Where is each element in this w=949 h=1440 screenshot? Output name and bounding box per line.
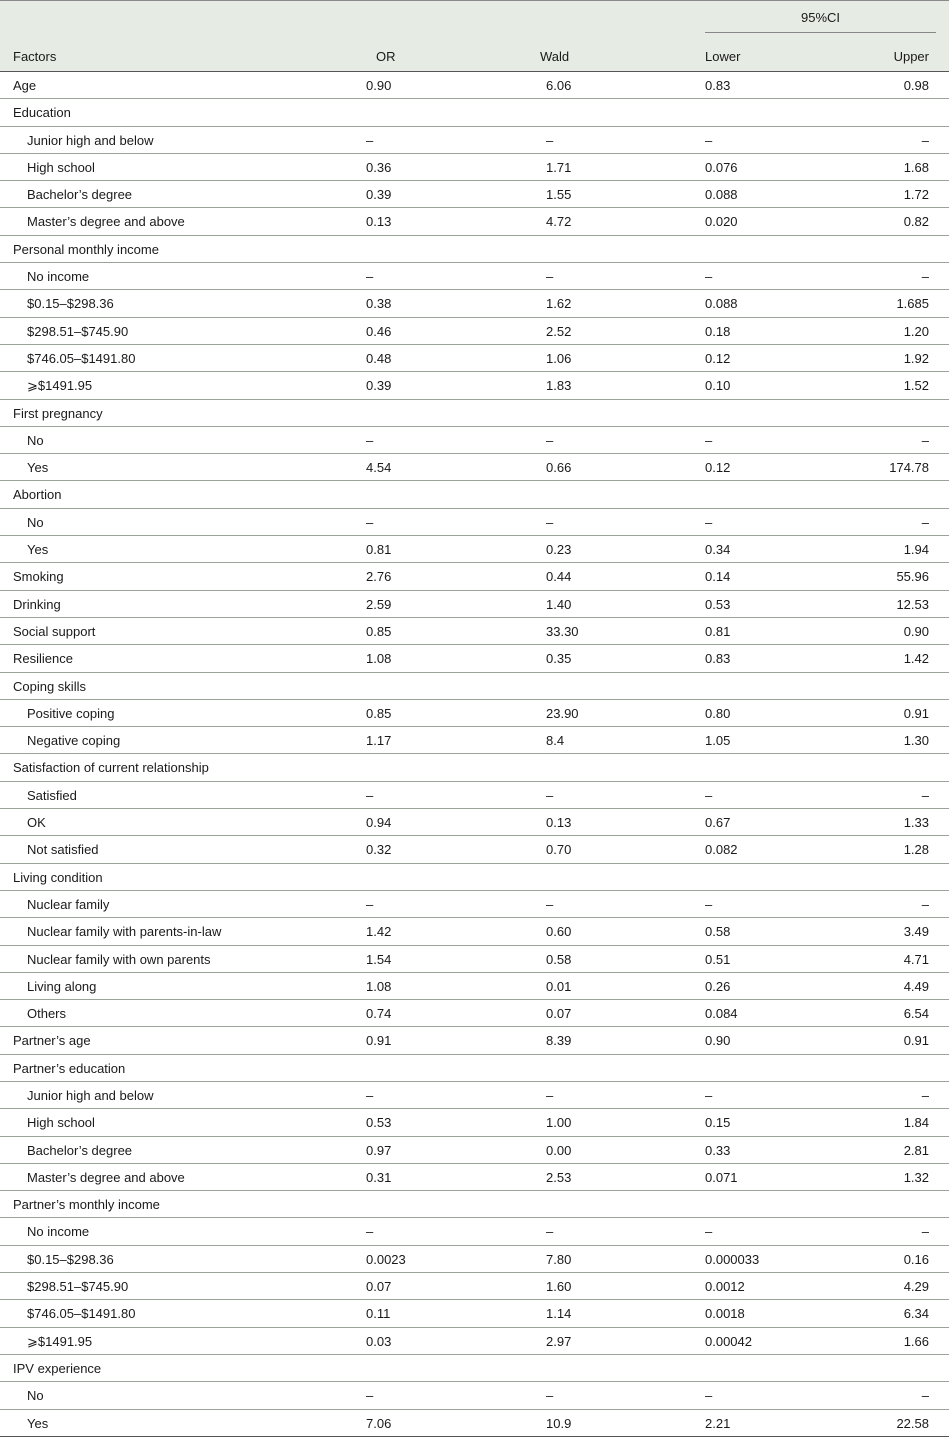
wald-cell: 0.60 <box>546 924 572 940</box>
wald-cell: 1.60 <box>546 1279 572 1295</box>
header-factors: Factors <box>13 49 57 64</box>
table-row <box>0 618 949 645</box>
or-cell: 7.06 <box>366 1415 392 1431</box>
lower-cell: – <box>705 132 713 148</box>
table-row <box>0 536 949 563</box>
upper-cell: 0.82 <box>903 214 929 230</box>
lower-cell: 0.000033 <box>705 1251 760 1267</box>
or-cell: 2.76 <box>366 569 392 585</box>
table-row <box>0 72 949 99</box>
lower-cell: 0.12 <box>705 350 731 366</box>
wald-cell: – <box>546 432 554 448</box>
upper-cell: 4.49 <box>903 978 929 994</box>
table-row <box>0 454 949 481</box>
table-row <box>0 727 949 754</box>
factor-cell: No income <box>27 269 90 285</box>
or-cell: 0.32 <box>366 842 392 858</box>
factor-cell: Master’s degree and above <box>27 214 185 230</box>
table-row <box>0 591 949 618</box>
lower-cell: 0.83 <box>705 651 731 667</box>
table-row <box>0 754 949 781</box>
factor-cell: No <box>27 432 44 448</box>
wald-cell: 0.13 <box>546 815 572 831</box>
upper-cell: – <box>921 1224 929 1240</box>
wald-cell: 23.90 <box>546 705 579 721</box>
factor-cell: OK <box>27 815 46 831</box>
factor-cell: Social support <box>13 623 96 639</box>
or-cell: 2.59 <box>366 596 392 612</box>
table-body <box>0 72 949 1437</box>
lower-cell: 0.12 <box>705 460 731 476</box>
factor-cell: Others <box>27 1006 67 1022</box>
factor-cell: $298.51–$745.90 <box>27 1279 129 1295</box>
table-row <box>0 918 949 945</box>
table-row <box>0 1328 949 1355</box>
wald-cell: 8.39 <box>546 1033 572 1049</box>
upper-cell: – <box>921 1087 929 1103</box>
lower-cell: 0.33 <box>705 1142 731 1158</box>
upper-cell: – <box>921 1388 929 1404</box>
factor-cell: Partner’s age <box>13 1033 91 1049</box>
table-row <box>0 181 949 208</box>
wald-cell: – <box>546 1224 554 1240</box>
or-cell: 1.08 <box>366 978 392 994</box>
or-cell: – <box>366 269 374 285</box>
wald-cell: 0.01 <box>546 978 572 994</box>
table-row <box>0 809 949 836</box>
table-row <box>0 1355 949 1382</box>
table-row <box>0 673 949 700</box>
or-cell: 1.17 <box>366 733 392 749</box>
wald-cell: 6.06 <box>546 78 572 93</box>
factor-cell: Negative coping <box>27 733 121 749</box>
factor-cell: Living condition <box>13 869 103 885</box>
lower-cell: 0.90 <box>705 1033 731 1049</box>
factor-cell: Yes <box>27 460 49 476</box>
upper-cell: 6.34 <box>903 1306 929 1322</box>
factor-cell: Personal monthly income <box>13 241 159 257</box>
factor-cell: Satisfied <box>27 787 77 803</box>
upper-cell: – <box>921 787 929 803</box>
wald-cell: 1.06 <box>546 350 572 366</box>
table-row <box>0 1000 949 1027</box>
header-lower: Lower <box>705 49 741 64</box>
wald-cell: 1.55 <box>546 187 572 203</box>
wald-cell: 10.9 <box>546 1415 572 1431</box>
lower-cell: – <box>705 787 713 803</box>
factor-cell: $0.15–$298.36 <box>27 1251 114 1267</box>
table-row <box>0 290 949 317</box>
upper-cell: 4.71 <box>903 951 929 967</box>
or-cell: 0.39 <box>366 378 392 394</box>
upper-cell: 1.84 <box>903 1115 929 1131</box>
or-cell: – <box>366 787 374 803</box>
wald-cell: 4.72 <box>546 214 572 230</box>
upper-cell: 3.49 <box>903 924 929 940</box>
wald-cell: – <box>546 787 554 803</box>
lower-cell: 0.076 <box>705 159 738 175</box>
table-row <box>0 1300 949 1327</box>
table-row <box>0 946 949 973</box>
or-cell: 0.11 <box>366 1306 391 1322</box>
lower-cell: 0.10 <box>705 378 731 394</box>
or-cell: 0.90 <box>366 78 392 93</box>
or-cell: 0.74 <box>366 1006 392 1022</box>
table-row <box>0 372 949 399</box>
lower-cell: – <box>705 896 713 912</box>
table-row <box>0 891 949 918</box>
lower-cell: – <box>705 269 713 285</box>
or-cell: 0.13 <box>366 214 392 230</box>
factor-cell: $0.15–$298.36 <box>27 296 114 312</box>
table-row <box>0 400 949 427</box>
wald-cell: 0.00 <box>546 1142 572 1158</box>
lower-cell: 0.071 <box>705 1169 738 1185</box>
upper-cell: 1.32 <box>903 1169 929 1185</box>
lower-cell: – <box>705 1224 713 1240</box>
or-cell: 0.85 <box>366 623 392 639</box>
lower-cell: 0.80 <box>705 705 731 721</box>
table-row <box>0 1137 949 1164</box>
or-cell: – <box>366 514 374 530</box>
upper-cell: 1.685 <box>896 296 929 312</box>
upper-cell: 4.29 <box>903 1279 929 1295</box>
wald-cell: 0.35 <box>546 651 572 667</box>
wald-cell: 0.23 <box>546 542 572 558</box>
lower-cell: 1.05 <box>705 733 731 749</box>
upper-cell: – <box>921 514 929 530</box>
lower-cell: 0.67 <box>705 815 731 831</box>
table-row <box>0 1191 949 1218</box>
upper-cell: 0.98 <box>903 78 929 93</box>
wald-cell: 7.80 <box>546 1251 572 1267</box>
or-cell: 1.42 <box>366 924 392 940</box>
factor-cell: Partner’s education <box>13 1060 126 1076</box>
factor-cell: Education <box>13 105 71 121</box>
upper-cell: 1.20 <box>903 323 929 339</box>
factor-cell: Master’s degree and above <box>27 1169 185 1185</box>
upper-cell: 0.16 <box>903 1251 929 1267</box>
wald-cell: – <box>546 1388 554 1404</box>
or-cell: – <box>366 1388 374 1404</box>
lower-cell: 0.088 <box>705 296 738 312</box>
wald-cell: 0.07 <box>546 1006 572 1022</box>
or-cell: 0.81 <box>366 542 392 558</box>
table-row <box>0 1109 949 1136</box>
wald-cell: – <box>546 514 554 530</box>
factor-cell: $746.05–$1491.80 <box>27 350 136 366</box>
table-row <box>0 236 949 263</box>
factor-cell: Abortion <box>13 487 62 503</box>
upper-cell: 1.30 <box>903 733 929 749</box>
table-row <box>0 864 949 891</box>
wald-cell: 1.83 <box>546 378 572 394</box>
factor-cell: Resilience <box>13 651 73 667</box>
table-row <box>0 99 949 126</box>
or-cell: 4.54 <box>366 460 392 476</box>
or-cell: 0.36 <box>366 159 392 175</box>
or-cell: 0.91 <box>366 1033 392 1049</box>
lower-cell: 0.00042 <box>705 1333 752 1349</box>
factor-cell: ⩾$1491.95 <box>27 378 93 394</box>
upper-cell: 2.81 <box>903 1142 929 1158</box>
or-cell: 0.97 <box>366 1142 392 1158</box>
upper-cell: 0.90 <box>903 623 929 639</box>
lower-cell: 0.088 <box>705 187 738 203</box>
upper-cell: 0.91 <box>903 705 929 721</box>
factor-cell: $746.05–$1491.80 <box>27 1306 136 1322</box>
or-cell: 0.31 <box>366 1169 392 1185</box>
table-row <box>0 1055 949 1082</box>
factor-cell: Positive coping <box>27 705 115 721</box>
upper-cell: – <box>921 432 929 448</box>
lower-cell: 0.18 <box>705 323 731 339</box>
factor-cell: Partner’s monthly income <box>13 1197 160 1213</box>
wald-cell: 0.58 <box>546 951 572 967</box>
lower-cell: 0.084 <box>705 1006 738 1022</box>
header-or: OR <box>376 49 396 64</box>
table-row <box>0 782 949 809</box>
upper-cell: 12.53 <box>896 596 929 612</box>
factor-cell: Yes <box>27 542 49 558</box>
wald-cell: 0.44 <box>546 569 572 585</box>
wald-cell: – <box>546 1087 554 1103</box>
upper-cell: 1.94 <box>903 542 929 558</box>
or-cell: 0.39 <box>366 187 392 203</box>
upper-cell: 1.28 <box>903 842 929 858</box>
lower-cell: 0.53 <box>705 596 731 612</box>
factor-cell: No <box>27 1388 44 1404</box>
lower-cell: 0.082 <box>705 842 738 858</box>
lower-cell: 0.51 <box>705 951 731 967</box>
table-row <box>0 645 949 672</box>
table-header <box>0 0 949 72</box>
table-row <box>0 1218 949 1245</box>
lower-cell: 0.020 <box>705 214 738 230</box>
upper-cell: 6.54 <box>903 1006 929 1022</box>
factor-cell: Drinking <box>13 596 61 612</box>
factor-cell: First pregnancy <box>13 405 103 421</box>
table-row <box>0 973 949 1000</box>
upper-cell: 1.72 <box>903 187 929 203</box>
lower-cell: – <box>705 514 713 530</box>
factor-cell: $298.51–$745.90 <box>27 323 129 339</box>
table-row <box>0 427 949 454</box>
wald-cell: 1.14 <box>546 1306 572 1322</box>
lower-cell: 0.81 <box>705 623 731 639</box>
wald-cell: 1.62 <box>546 296 572 312</box>
wald-cell: 2.52 <box>546 323 572 339</box>
upper-cell: 1.33 <box>903 815 929 831</box>
lower-cell: 0.26 <box>705 978 731 994</box>
wald-cell: 0.66 <box>546 460 572 476</box>
wald-cell: 1.00 <box>546 1115 572 1131</box>
factor-cell: Not satisfied <box>27 842 99 858</box>
table-row <box>0 154 949 181</box>
factor-cell: ⩾$1491.95 <box>27 1333 93 1349</box>
or-cell: 0.38 <box>366 296 392 312</box>
or-cell: – <box>366 132 374 148</box>
wald-cell: 2.53 <box>546 1169 572 1185</box>
factor-cell: Bachelor’s degree <box>27 1142 133 1158</box>
factor-cell: Nuclear family with own parents <box>27 951 211 967</box>
factor-cell: Bachelor’s degree <box>27 187 133 203</box>
lower-cell: 0.83 <box>705 78 731 93</box>
upper-cell: 55.96 <box>896 569 929 585</box>
table-row <box>0 509 949 536</box>
table-row <box>0 1027 949 1054</box>
or-cell: 0.07 <box>366 1279 392 1295</box>
upper-cell: 1.52 <box>903 378 929 394</box>
or-cell: 0.46 <box>366 323 392 339</box>
or-cell: 0.94 <box>366 815 392 831</box>
table-row <box>0 1164 949 1191</box>
or-cell: – <box>366 896 374 912</box>
or-cell: – <box>366 1087 374 1103</box>
factor-cell: High school <box>27 1115 95 1131</box>
table-row <box>0 1246 949 1273</box>
upper-cell: 1.42 <box>903 651 929 667</box>
lower-cell: 2.21 <box>705 1415 731 1431</box>
upper-cell: – <box>921 132 929 148</box>
lower-cell: 0.0018 <box>705 1306 745 1322</box>
or-cell: – <box>366 432 374 448</box>
factor-cell: Age <box>13 78 37 93</box>
table-row <box>0 127 949 154</box>
or-cell: 0.85 <box>366 705 392 721</box>
header-upper: Upper <box>893 49 929 64</box>
or-cell: 0.03 <box>366 1333 392 1349</box>
lower-cell: 0.0012 <box>705 1279 745 1295</box>
or-cell: 0.48 <box>366 350 392 366</box>
factor-cell: Junior high and below <box>27 132 154 148</box>
table-row <box>0 563 949 590</box>
or-cell: 1.54 <box>366 951 392 967</box>
factor-cell: Satisfaction of current relationship <box>13 760 209 776</box>
upper-cell: – <box>921 896 929 912</box>
wald-cell: 2.97 <box>546 1333 572 1349</box>
wald-cell: – <box>546 132 554 148</box>
upper-cell: 1.68 <box>903 159 929 175</box>
table-row <box>0 1273 949 1300</box>
header-wald: Wald <box>540 49 570 64</box>
wald-cell: 33.30 <box>546 623 579 639</box>
wald-cell: – <box>546 269 554 285</box>
factor-cell: No <box>27 514 44 530</box>
wald-cell: 8.4 <box>546 733 565 749</box>
factor-cell: Living along <box>27 978 97 994</box>
table-row <box>0 1410 949 1437</box>
table-row <box>0 318 949 345</box>
upper-cell: – <box>921 269 929 285</box>
upper-cell: 174.78 <box>889 460 929 476</box>
ci-header: 95%CI <box>800 10 841 25</box>
or-cell: 1.08 <box>366 651 392 667</box>
factor-cell: Nuclear family <box>27 896 110 912</box>
lower-cell: 0.14 <box>705 569 731 585</box>
factor-cell: Junior high and below <box>27 1087 154 1103</box>
or-cell: 0.53 <box>366 1115 392 1131</box>
factor-cell: Nuclear family with parents-in-law <box>27 924 222 940</box>
factor-cell: Yes <box>27 1415 49 1431</box>
table-row <box>0 481 949 508</box>
table-row <box>0 1382 949 1409</box>
table-row <box>0 700 949 727</box>
factor-cell: IPV experience <box>13 1360 102 1376</box>
lower-cell: – <box>705 432 713 448</box>
wald-cell: 0.70 <box>546 842 572 858</box>
wald-cell: 1.71 <box>546 159 572 175</box>
ci-header-rule <box>705 32 936 33</box>
lower-cell: – <box>705 1388 713 1404</box>
upper-cell: 1.66 <box>903 1333 929 1349</box>
factor-cell: Coping skills <box>13 678 86 694</box>
factor-cell: Smoking <box>13 569 64 585</box>
lower-cell: 0.34 <box>705 542 731 558</box>
lower-cell: – <box>705 1087 713 1103</box>
upper-cell: 0.91 <box>903 1033 929 1049</box>
wald-cell: – <box>546 896 554 912</box>
or-cell: 0.0023 <box>366 1251 406 1267</box>
lower-cell: 0.15 <box>705 1115 731 1131</box>
table-row <box>0 345 949 372</box>
table-row <box>0 1082 949 1109</box>
factor-cell: No income <box>27 1224 90 1240</box>
table-row <box>0 208 949 235</box>
upper-cell: 1.92 <box>903 350 929 366</box>
table-row <box>0 263 949 290</box>
upper-cell: 22.58 <box>896 1415 929 1431</box>
lower-cell: 0.58 <box>705 924 731 940</box>
factor-cell: High school <box>27 159 95 175</box>
wald-cell: 1.40 <box>546 596 572 612</box>
table-row <box>0 836 949 863</box>
or-cell: – <box>366 1224 374 1240</box>
